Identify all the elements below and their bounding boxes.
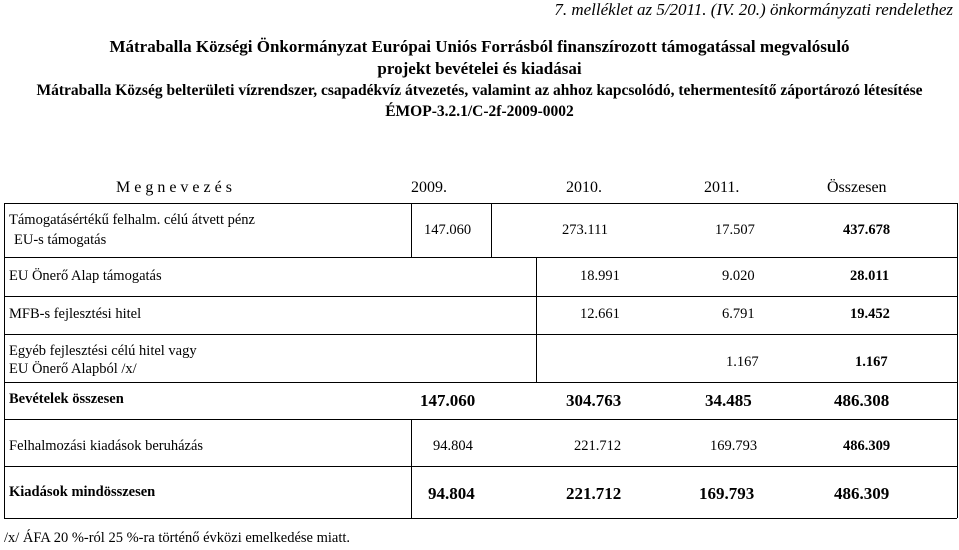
document-title-line2: projekt bevételei és kiadásai bbox=[377, 59, 582, 78]
row-label: Kiadások mindösszesen bbox=[9, 484, 156, 500]
column-header-name: M e g n e v e z é s bbox=[116, 179, 232, 196]
cell-total: 486.309 bbox=[834, 484, 890, 503]
column-divider bbox=[491, 203, 492, 257]
row-divider bbox=[4, 203, 957, 204]
project-subtitle: Mátraballa Község belterületi vízrendszer, csapadékvíz átvezetés, valamint az ahhoz kapcsolódó, tehermentesítő záportározó létesítése bbox=[36, 82, 923, 99]
cell-2011: 6.791 bbox=[722, 306, 755, 322]
row-label: Egyéb fejlesztési célú hitel vagy bbox=[9, 343, 197, 359]
cell-2010: 221.712 bbox=[574, 438, 622, 454]
cell-2009: 147.060 bbox=[424, 222, 472, 238]
row-label-line2: EU-s támogatás bbox=[14, 232, 107, 248]
annex-reference: 7. melléklet az 5/2011. (IV. 20.) önkormányzati rendelethez bbox=[554, 0, 953, 19]
cell-total: 437.678 bbox=[843, 222, 891, 238]
cell-2010: 273.111 bbox=[562, 222, 609, 238]
cell-total: 19.452 bbox=[850, 306, 890, 322]
column-header-2011: 2011. bbox=[704, 179, 740, 196]
cell-total: 486.309 bbox=[843, 438, 891, 454]
row-divider bbox=[4, 334, 957, 335]
row-label: Támogatásértékű felhalm. célú átvett pénz bbox=[9, 212, 255, 228]
project-code: ÉMOP-3.2.1/C-2f-2009-0002 bbox=[385, 103, 574, 120]
column-divider bbox=[411, 419, 412, 518]
cell-2011: 169.793 bbox=[710, 438, 758, 454]
column-header-total: Összesen bbox=[827, 179, 887, 196]
cell-2009: 94.804 bbox=[428, 484, 475, 503]
cell-2009: 94.804 bbox=[433, 438, 473, 454]
cell-2011: 34.485 bbox=[705, 391, 752, 410]
cell-2011: 17.507 bbox=[715, 222, 755, 238]
row-label-line2: EU Önerő Alapból /x/ bbox=[9, 361, 137, 377]
row-divider bbox=[4, 466, 957, 467]
row-divider bbox=[4, 296, 957, 297]
row-divider bbox=[4, 257, 957, 258]
row-label: MFB-s fejlesztési hitel bbox=[9, 306, 142, 322]
cell-2010: 12.661 bbox=[580, 306, 620, 322]
cell-total: 1.167 bbox=[855, 354, 888, 370]
row-label: EU Önerő Alap támogatás bbox=[9, 268, 162, 284]
cell-2011: 169.793 bbox=[699, 484, 755, 503]
cell-2010: 221.712 bbox=[566, 484, 622, 503]
row-label: Felhalmozási kiadások beruházás bbox=[9, 438, 204, 454]
cell-2010: 18.991 bbox=[580, 268, 620, 284]
cell-total: 486.308 bbox=[834, 391, 890, 410]
column-divider bbox=[957, 203, 958, 518]
cell-2011: 1.167 bbox=[726, 354, 759, 370]
cell-2010: 304.763 bbox=[566, 391, 622, 410]
footnote: /x/ ÁFA 20 %-ról 25 %-ra történő évközi emelkedése miatt. bbox=[4, 530, 351, 546]
row-divider bbox=[4, 518, 957, 519]
column-header-2010: 2010. bbox=[566, 179, 602, 196]
column-divider bbox=[536, 257, 537, 382]
cell-2009: 147.060 bbox=[420, 391, 476, 410]
column-divider bbox=[4, 203, 5, 518]
row-label: Bevételek összesen bbox=[9, 391, 124, 407]
row-divider bbox=[4, 419, 957, 420]
column-divider bbox=[411, 203, 412, 257]
cell-2011: 9.020 bbox=[722, 268, 755, 284]
cell-total: 28.011 bbox=[850, 268, 890, 284]
document-title: Mátraballa Községi Önkormányzat Európai Uniós Forrásból finanszírozott támogatással megvalósuló bbox=[109, 37, 850, 56]
column-header-2009: 2009. bbox=[411, 179, 447, 196]
row-divider bbox=[4, 382, 957, 383]
